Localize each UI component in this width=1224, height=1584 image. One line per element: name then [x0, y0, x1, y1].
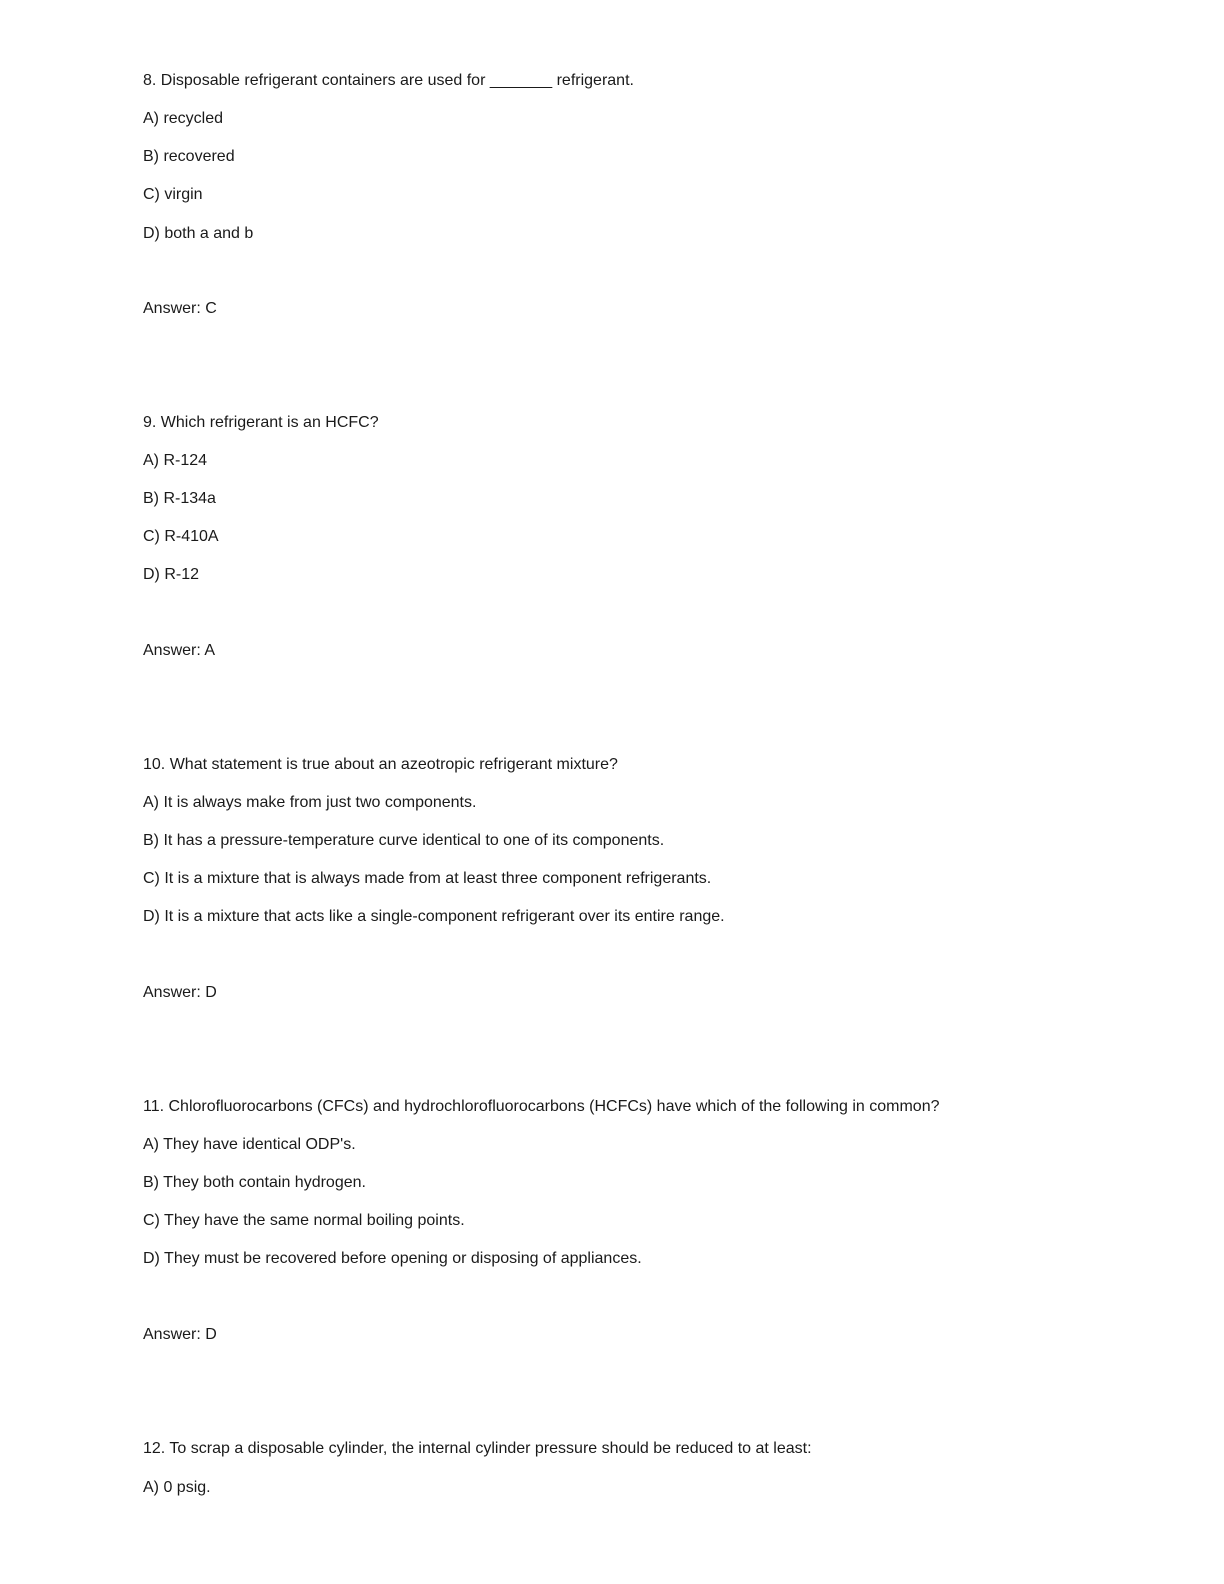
question-11-option-c: C) They have the same normal boiling points.: [143, 1212, 465, 1229]
question-9-option-a: A) R-124: [143, 452, 208, 469]
question-10-answer: Answer: D: [143, 984, 217, 1001]
question-9-option-c: C) R-410A: [143, 528, 219, 545]
question-11-option-b: B) They both contain hydrogen.: [143, 1174, 366, 1191]
question-9-answer: Answer: A: [143, 642, 216, 659]
question-12-text: 12. To scrap a disposable cylinder, the internal cylinder pressure should be reduced to at least:: [143, 1440, 812, 1457]
question-8-option-d: D) both a and b: [143, 225, 254, 242]
question-9-text: 9. Which refrigerant is an HCFC?: [143, 414, 379, 431]
question-11-text: 11. Chlorofluorocarbons (CFCs) and hydrochlorofluorocarbons (HCFCs) have which of the following in common?: [143, 1098, 940, 1115]
question-10-option-b: B) It has a pressure-temperature curve identical to one of its components.: [143, 832, 665, 849]
question-11-answer: Answer: D: [143, 1326, 217, 1343]
question-11-option-a: A) They have identical ODP's.: [143, 1136, 356, 1153]
question-10-option-a: A) It is always make from just two components.: [143, 794, 477, 811]
question-9-option-d: D) R-12: [143, 566, 200, 583]
question-8-option-b: B) recovered: [143, 148, 235, 165]
question-8-option-c: C) virgin: [143, 186, 203, 203]
question-10-option-c: C) It is a mixture that is always made from at least three component refrigerants.: [143, 870, 712, 887]
question-9-option-b: B) R-134a: [143, 490, 216, 507]
question-10-option-d: D) It is a mixture that acts like a single-component refrigerant over its entire range.: [143, 908, 725, 925]
question-8-answer: Answer: C: [143, 300, 217, 317]
question-11-option-d: D) They must be recovered before opening or disposing of appliances.: [143, 1250, 642, 1267]
question-12-option-a: A) 0 psig.: [143, 1479, 211, 1496]
question-10-text: 10. What statement is true about an azeotropic refrigerant mixture?: [143, 756, 618, 773]
question-8-option-a: A) recycled: [143, 110, 224, 127]
question-8-text: 8. Disposable refrigerant containers are used for _______ refrigerant.: [143, 72, 634, 89]
